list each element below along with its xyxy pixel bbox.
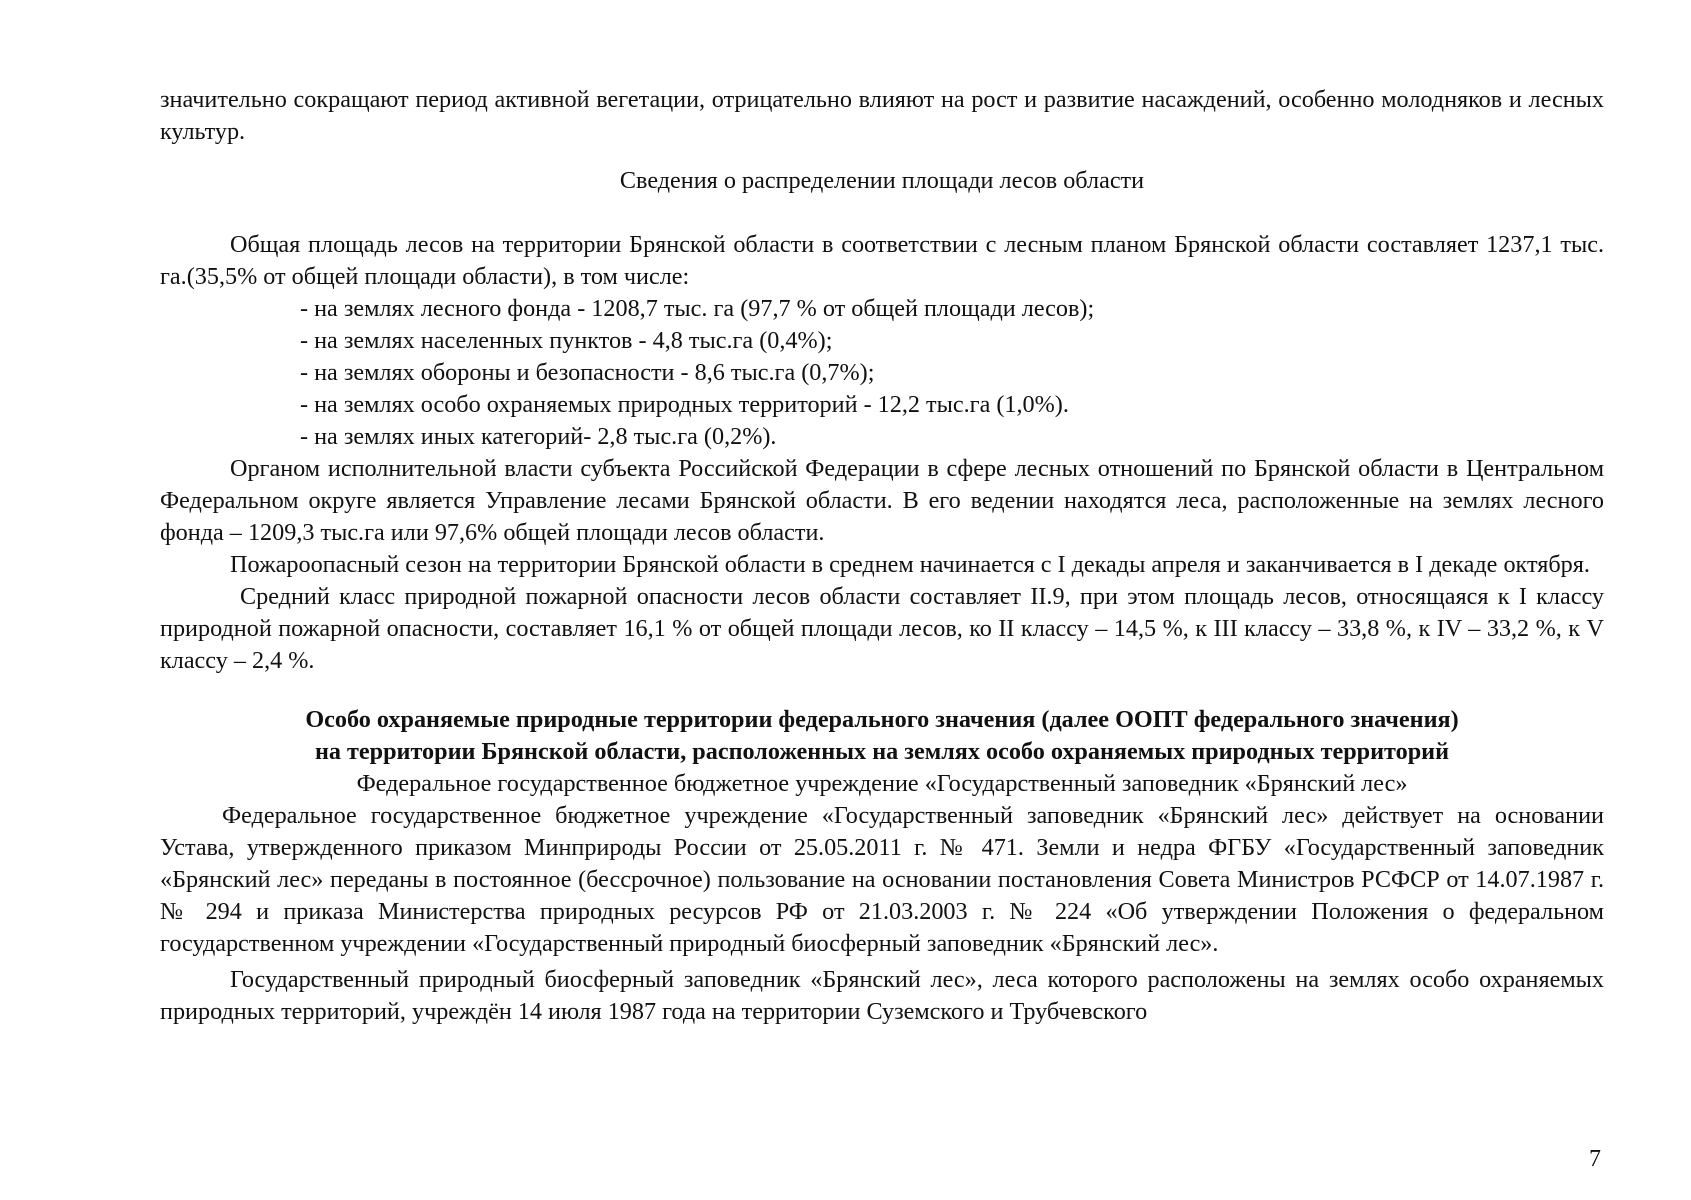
- page-number: 7: [1589, 1146, 1601, 1172]
- list-item: - на землях населенных пунктов - 4,8 тыс.га (0,4%);: [300, 327, 833, 354]
- area-list: [160, 293, 1604, 453]
- fire-season-paragraph: Пожароопасный сезон на территории Брянской области в среднем начинается с I декады апреля и заканчивается в I декаде октября.: [230, 551, 1590, 578]
- oopt-subheading: Федеральное государственное бюджетное учреждение «Государственный заповедник «Брянский лес»: [356, 770, 1408, 797]
- section-title: Сведения о распределении площади лесов области: [619, 167, 1145, 194]
- biosphere-paragraph: Государственный природный биосферный заповедник «Брянский лес», леса которого расположены на землях особо охраняемых природных территорий, учреждён 14 июля 1987 года на территории Суземского и Трубчевского: [160, 966, 1604, 1025]
- intro-continuation-block: [160, 84, 1604, 148]
- list-item: - на землях особо охраняемых природных территорий - 12,2 тыс.га (1,0%).: [300, 391, 1069, 418]
- list-item: - на землях обороны и безопасности - 8,6 тыс.га (0,7%);: [300, 359, 875, 386]
- list-item: - на землях лесного фонда - 1208,7 тыс. га (97,7 % от общей площади лесов);: [300, 295, 1095, 322]
- authority-paragraph: Органом исполнительной власти субъекта Российской Федерации в сфере лесных отношений по Брянской области в Центральном Федеральном округе является Управление лесами Брянской области. В его ведении находятся леса, расположенные на землях лесного фонда – 1209,3 тыс.га или 97,6% общей площади лесов области.: [160, 455, 1604, 546]
- intro-continuation: значительно сокращают период активной вегетации, отрицательно влияют на рост и развитие насаждений, особенно молодняков и лесных культур.: [160, 86, 1604, 145]
- list-item: - на землях иных категорий- 2,8 тыс.га (0,2%).: [300, 423, 777, 450]
- reserve-paragraph: Федеральное государственное бюджетное учреждение «Государственный заповедник «Брянский лес» действует на основании Устава, утвержденного приказом Минприроды России от 25.05.2011 г. № 471. Земли и недра ФГБУ «Государственный заповедник «Брянский лес» переданы в постоянное (бессрочное) пользование на основании постановления Совета Министров РСФСР от 14.07.1987 г. № 294 и приказа Министерства природных ресурсов РФ от 21.03.2003 г. № 224 «Об утверждении Положения о федеральном государственном учреждении «Государственный природный биосферный заповедник «Брянский лес».: [160, 802, 1604, 957]
- section-title-block: [160, 165, 1604, 197]
- oopt-section: [160, 704, 1604, 1028]
- oopt-heading-line1: Особо охраняемые природные территории федерального значения (далее ООПТ федерального значения): [305, 706, 1459, 733]
- fire-class-paragraph: Средний класс природной пожарной опасности лесов области составляет II.9, при этом площадь лесов, относящаяся к I классу природной пожарной опасности, составляет 16,1 % от общей площади лесов, ко II классу – 14,5 %, к III классу – 33,8 %, к IV – 33,2 %, к V классу – 2,4 %.: [160, 583, 1604, 674]
- area-section: [160, 229, 1604, 677]
- total-area-paragraph: Общая площадь лесов на территории Брянской области в соответствии с лесным планом Брянской области составляет 1237,1 тыс. га.(35,5% от общей площади области), в том числе:: [160, 231, 1604, 290]
- oopt-heading-line2: на территории Брянской области, расположенных на землях особо охраняемых природных территорий: [314, 738, 1450, 765]
